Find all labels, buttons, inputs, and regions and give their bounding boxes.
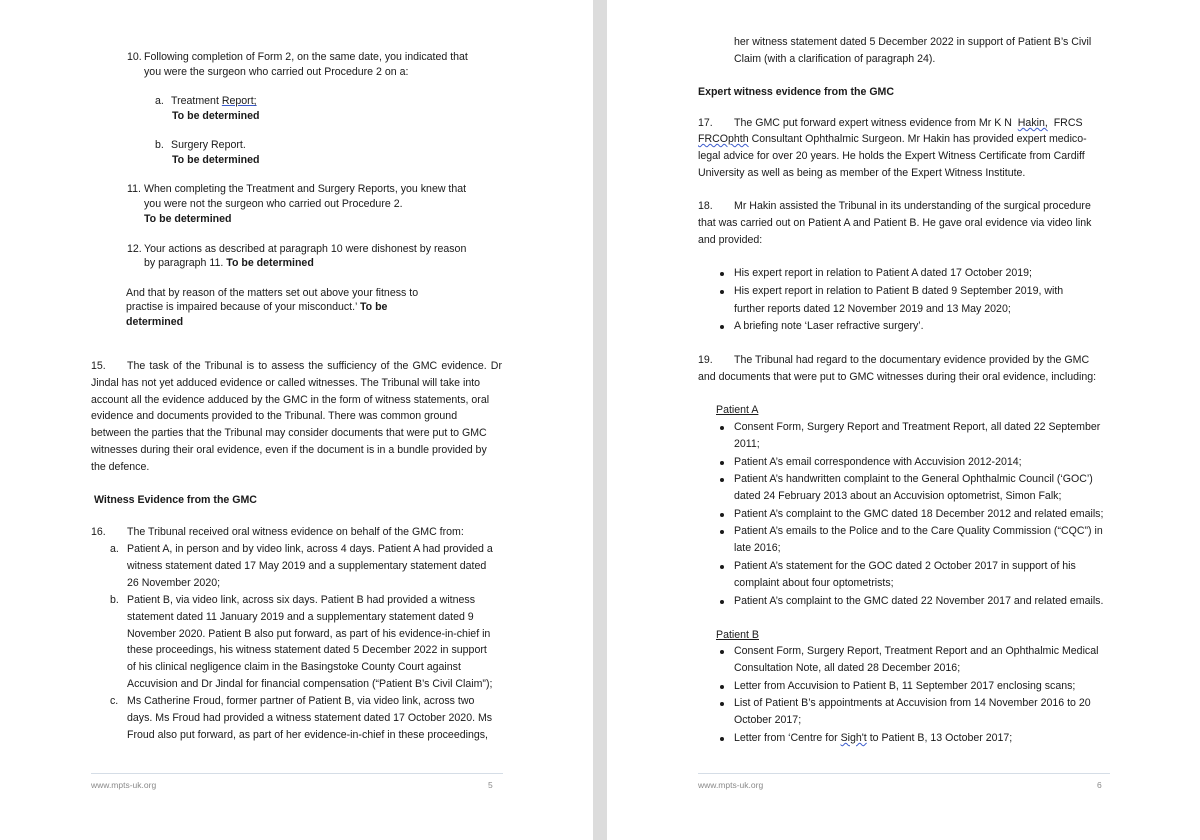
bullet-icon <box>720 565 724 569</box>
list-marker: b. <box>155 139 164 151</box>
list-item-text: Accuvision and Dr Jindal for financial compensation (“Patient B’s Civil Claim”); <box>127 678 493 690</box>
footer-url[interactable]: www.mpts-uk.org <box>91 780 157 790</box>
paragraph-text-part: by paragraph 11. <box>144 257 224 269</box>
paragraph-text: you were the surgeon who carried out Procedure 2 on a: <box>144 66 409 78</box>
document-page-5 <box>0 0 593 840</box>
paragraph-text: Following completion of Form 2, on the same date, you indicated that <box>144 51 468 63</box>
list-item-text: Froud also put forward, as part of her evidence-in-chief in these proceedings, <box>127 729 488 741</box>
bullet-icon <box>720 702 724 706</box>
list-item-text: 26 November 2020; <box>127 577 221 589</box>
page-gap <box>593 0 607 840</box>
paragraph-text <box>698 131 1087 148</box>
bullet-item-text <box>734 730 1012 747</box>
bullet-icon <box>720 600 724 604</box>
list-marker: a. <box>155 95 164 107</box>
paragraph-text-part: The GMC put forward expert witness evidence from Mr K N <box>734 117 1012 129</box>
bullet-icon <box>720 461 724 465</box>
bullet-item-text: Consent Form, Surgery Report, Treatment Report and an Ophthalmic Medical <box>734 645 1099 657</box>
paragraph-text: Claim (with a clarification of paragraph 24). <box>734 53 936 65</box>
spellcheck-word[interactable]: FRCOphth <box>698 133 749 145</box>
result-text: To be determined <box>172 110 260 122</box>
paragraph-number: 15. <box>91 360 106 372</box>
page-number: 5 <box>488 780 493 790</box>
conclusion-text: And that by reason of the matters set out above your fitness to <box>126 287 419 299</box>
result-text: determined <box>126 316 184 328</box>
paragraph-text: that was carried out on Patient A and Patient B. He gave oral evidence via video link <box>698 217 1092 229</box>
bullet-icon <box>720 737 724 741</box>
paragraph-text: Jindal has not yet adduced evidence or called witnesses. The Tribunal will take into <box>91 377 481 389</box>
conclusion-text-part: practise is impaired because of your misconduct.’ <box>126 301 358 313</box>
paragraph-text-part: Consultant Ophthalmic Surgeon. Mr Hakin has provided expert medico- <box>751 133 1087 145</box>
list-item-text: of his clinical negligence claim in the Basingstoke County Court against <box>127 661 461 673</box>
list-item: Surgery Report. <box>171 139 246 151</box>
bullet-item-text: List of Patient B’s appointments at Accuvision from 14 November 2016 to 20 <box>734 697 1091 709</box>
footer-rule <box>91 773 503 774</box>
bullet-item-text: 2011; <box>734 438 760 450</box>
paragraph-text: The Tribunal received oral witness evidence on behalf of the GMC from: <box>127 526 464 538</box>
paragraph-number: 18. <box>698 200 713 212</box>
bullet-item-text: Patient A’s email correspondence with Accuvision 2012-2014; <box>734 456 1022 468</box>
bullet-item-text: A briefing note ‘Laser refractive surgery’. <box>734 320 924 332</box>
paragraph-text <box>144 255 314 272</box>
bullet-item-text: Patient A’s handwritten complaint to the General Ophthalmic Council (‘GOC’) <box>734 473 1093 485</box>
paragraph-number: 10. <box>127 51 142 63</box>
bullet-icon <box>720 530 724 534</box>
bullet-item-text: late 2016; <box>734 542 781 554</box>
paragraph-text: the defence. <box>91 461 150 473</box>
bullet-item-text: Consent Form, Surgery Report and Treatment Report, all dated 22 September <box>734 421 1101 433</box>
bullet-icon <box>720 426 724 430</box>
paragraph-text: evidence and documents provided to the Tribunal. There was common ground <box>91 410 458 422</box>
bullet-item-text: Consultation Note, all dated 28 December 2016; <box>734 662 961 674</box>
bullet-icon <box>720 325 724 329</box>
list-item-text: Patient A, in person and by video link, across 4 days. Patient A had provided a <box>127 543 493 555</box>
spellcheck-word[interactable]: Hakin, <box>1017 117 1048 129</box>
paragraph-text: between the parties that the Tribunal may consider documents that were put to GMC <box>91 427 487 439</box>
list-item-text: these proceedings, his witness statement dated 5 December 2022 in support <box>127 644 487 656</box>
bullet-icon <box>720 272 724 276</box>
bullet-item-text: complaint about four optometrists; <box>734 577 894 589</box>
bullet-icon <box>720 290 724 294</box>
list-item-text: days. Ms Froud had provided a witness statement dated 17 October 2020. Ms <box>127 712 493 724</box>
paragraph-text: University as well as being as member of the Expert Witness Institute. <box>698 167 1026 179</box>
bullet-item-text: Patient A’s statement for the GOC dated 2 October 2017 in support of his <box>734 560 1076 572</box>
paragraph-text: The Tribunal had regard to the documentary evidence provided by the GMC <box>734 354 1090 366</box>
paragraph-number: 16. <box>91 526 106 538</box>
paragraph-text <box>734 115 1083 132</box>
patient-a-heading: Patient A <box>716 404 759 416</box>
bullet-item-text: October 2017; <box>734 714 802 726</box>
result-text: To be <box>359 301 388 313</box>
list-marker: b. <box>110 594 119 606</box>
page-number: 6 <box>1097 780 1102 790</box>
list-marker: a. <box>110 543 119 555</box>
bullet-icon <box>720 685 724 689</box>
bullet-item-text: His expert report in relation to Patient B dated 9 September 2019, with <box>734 285 1064 297</box>
bullet-icon <box>720 513 724 517</box>
paragraph-text: Mr Hakin assisted the Tribunal in its understanding of the surgical procedure <box>734 200 1091 212</box>
paragraph-text: and documents that were put to GMC witnesses during their oral evidence, including: <box>698 371 1097 383</box>
paragraph-text: The task of the Tribunal is to assess the sufficiency of the GMC evidence. Dr <box>127 360 502 372</box>
paragraph-number: 17. <box>698 117 713 129</box>
bullet-item-text: dated 24 February 2013 about an Accuvision optometrist, Simon Falk; <box>734 490 1062 502</box>
bullet-item-text: Patient A’s complaint to the GMC dated 22 November 2017 and related emails. <box>734 595 1104 607</box>
list-item-text: witness statement dated 17 May 2019 and a supplementary statement dated <box>127 560 487 572</box>
paragraph-text: account all the evidence adduced by the GMC in the form of witness statements, oral <box>91 394 490 406</box>
patient-b-heading: Patient B <box>716 629 759 641</box>
paragraph-text: her witness statement dated 5 December 2022 in support of Patient B’s Civil <box>734 36 1092 48</box>
footer-rule <box>698 773 1110 774</box>
bullet-text-part: to Patient B, 13 October 2017; <box>869 732 1013 744</box>
paragraph-number: 11. <box>127 183 141 195</box>
bullet-item-text: Letter from Accuvision to Patient B, 11 September 2017 enclosing scans; <box>734 680 1076 692</box>
paragraph-text: witnesses during their oral evidence, even if the document is in a bundle provided by <box>91 444 487 456</box>
bullet-item-text: further reports dated 12 November 2019 and 13 May 2020; <box>734 303 1011 315</box>
footer-url[interactable]: www.mpts-uk.org <box>698 780 764 790</box>
document-page-6 <box>607 0 1200 840</box>
paragraph-text: When completing the Treatment and Surgery Reports, you knew that <box>144 183 467 195</box>
paragraph-number: 12. <box>127 243 142 255</box>
item-text: Treatment <box>171 95 219 107</box>
paragraph-text: and provided: <box>698 234 763 246</box>
result-text: To be determined <box>226 257 314 269</box>
bullet-item-text: Patient A’s complaint to the GMC dated 18 December 2012 and related emails; <box>734 508 1104 520</box>
result-text: To be determined <box>172 154 260 166</box>
paragraph-text: Your actions as described at paragraph 10 were dishonest by reason <box>144 243 467 255</box>
section-heading: Witness Evidence from the GMC <box>94 494 257 506</box>
list-item-text: November 2020. Patient B also put forward, as part of his evidence-in-chief in <box>127 628 491 640</box>
list-item-text: Ms Catherine Froud, former partner of Patient B, via video link, across two <box>127 695 475 707</box>
list-item-text: statement dated 11 January 2019 and a supplementary statement dated 9 <box>127 611 474 623</box>
paragraph-text: legal advice for over 20 years. He holds the Expert Witness Certificate from Cardiff <box>698 150 1085 162</box>
bullet-text-part: Letter from ‘Centre for <box>734 732 838 744</box>
paragraph-number: 19. <box>698 354 713 366</box>
bullet-item-text: Patient A’s emails to the Police and to the Care Quality Commission (“CQC”) in <box>734 525 1103 537</box>
list-item-text: Patient B, via video link, across six days. Patient B had provided a witness <box>127 594 476 606</box>
paragraph-text: you were not the surgeon who carried out Procedure 2. <box>144 198 403 210</box>
result-text: To be determined <box>144 213 232 225</box>
bullet-icon <box>720 478 724 482</box>
list-marker: c. <box>110 695 119 707</box>
report-link[interactable]: Report; <box>221 95 257 107</box>
bullet-icon <box>720 650 724 654</box>
spellcheck-word[interactable]: Sigh't <box>840 732 867 744</box>
paragraph-text-part: FRCS <box>1053 117 1083 129</box>
bullet-item-text: His expert report in relation to Patient A dated 17 October 2019; <box>734 267 1032 279</box>
section-heading: Expert witness evidence from the GMC <box>698 86 895 98</box>
